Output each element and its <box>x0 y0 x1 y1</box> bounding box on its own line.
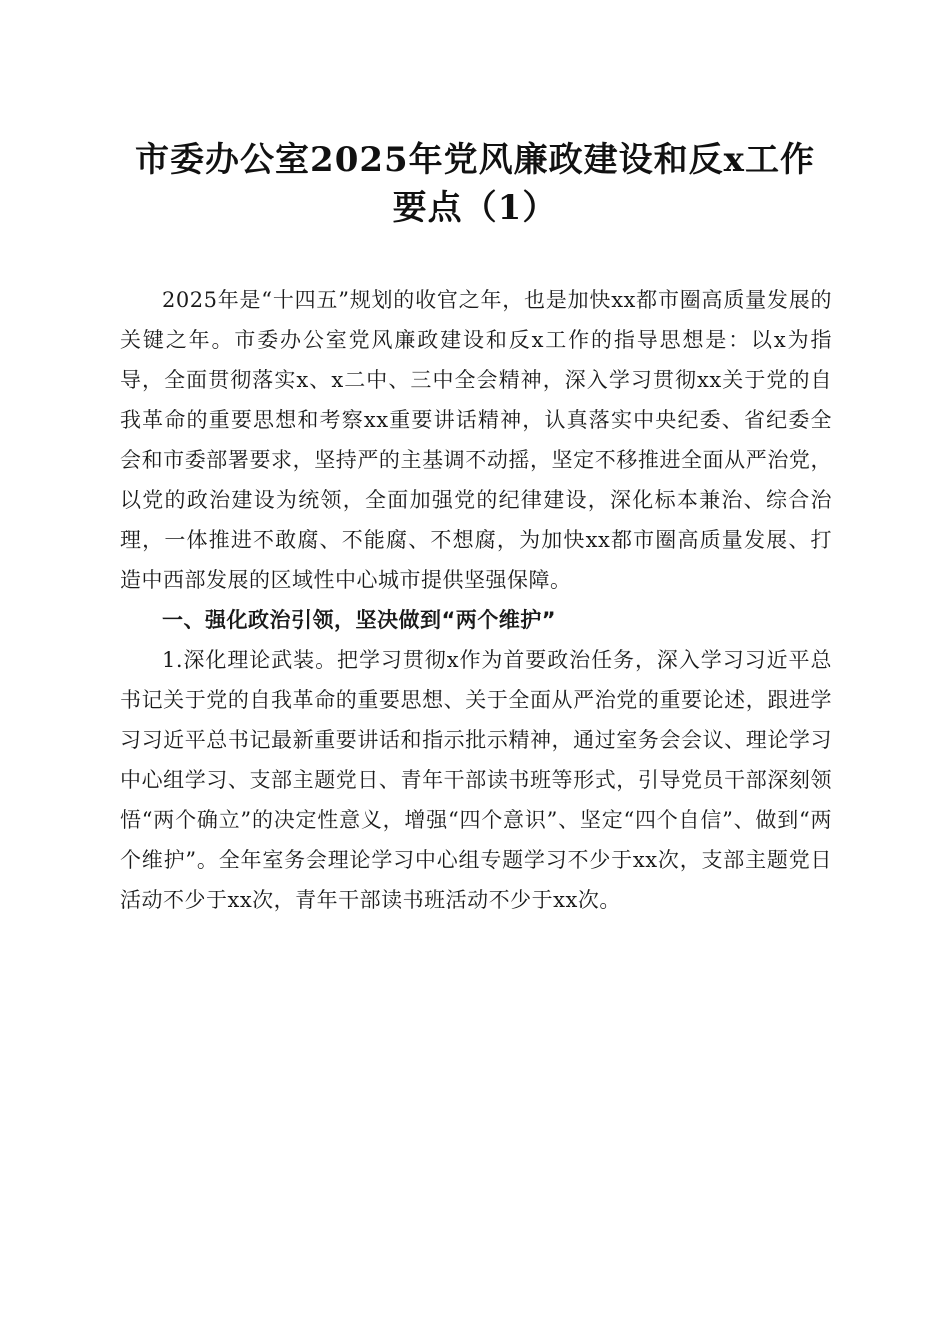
document-title <box>110 136 840 232</box>
section-heading: 一、强化政治引领，坚决做到“两个维护” <box>162 608 557 632</box>
document-title-line-1: 市委办公室2025年党风廉政建设和反x工作 <box>135 140 815 180</box>
item-paragraph: 1.深化理论武装。把学习贯彻x作为首要政治任务，深入学习习近平总书记关于党的自我革命的重要思想、关于全面从严治党的重要论述，跟进学习习近平总书记最新重要讲话和指示批示精神，通过室务会会议、理论学习中心组学习、支部主题党日、青年干部读书班等形式，引导党员干部深刻领悟“两个确立”的决定性意义，增强“四个意识”、坚定“四个自信”、做到“两个维护”。全年室务会理论学习中心组专题学习不少于xx次，支部主题党日活动不少于xx次，青年干部读书班活动不少于xx次。 <box>120 648 832 912</box>
document-body <box>120 280 832 920</box>
intro-paragraph: 2025年是“十四五”规划的收官之年，也是加快xx都市圈高质量发展的关键之年。市委办公室党风廉政建设和反x工作的指导思想是：以x为指导，全面贯彻落实x、x二中、三中全会精神，深入学习贯彻xx关于党的自我革命的重要思想和考察xx重要讲话精神，认真落实中央纪委、省纪委全会和市委部署要求，坚持严的主基调不动摇，坚定不移推进全面从严治党，以党的政治建设为统领，全面加强党的纪律建设，深化标本兼治、综合治理，一体推进不敢腐、不能腐、不想腐，为加快xx都市圈高质量发展、打造中西部发展的区域性中心城市提供坚强保障。 <box>120 288 832 592</box>
document-title-line-2: 要点（1） <box>392 188 558 228</box>
